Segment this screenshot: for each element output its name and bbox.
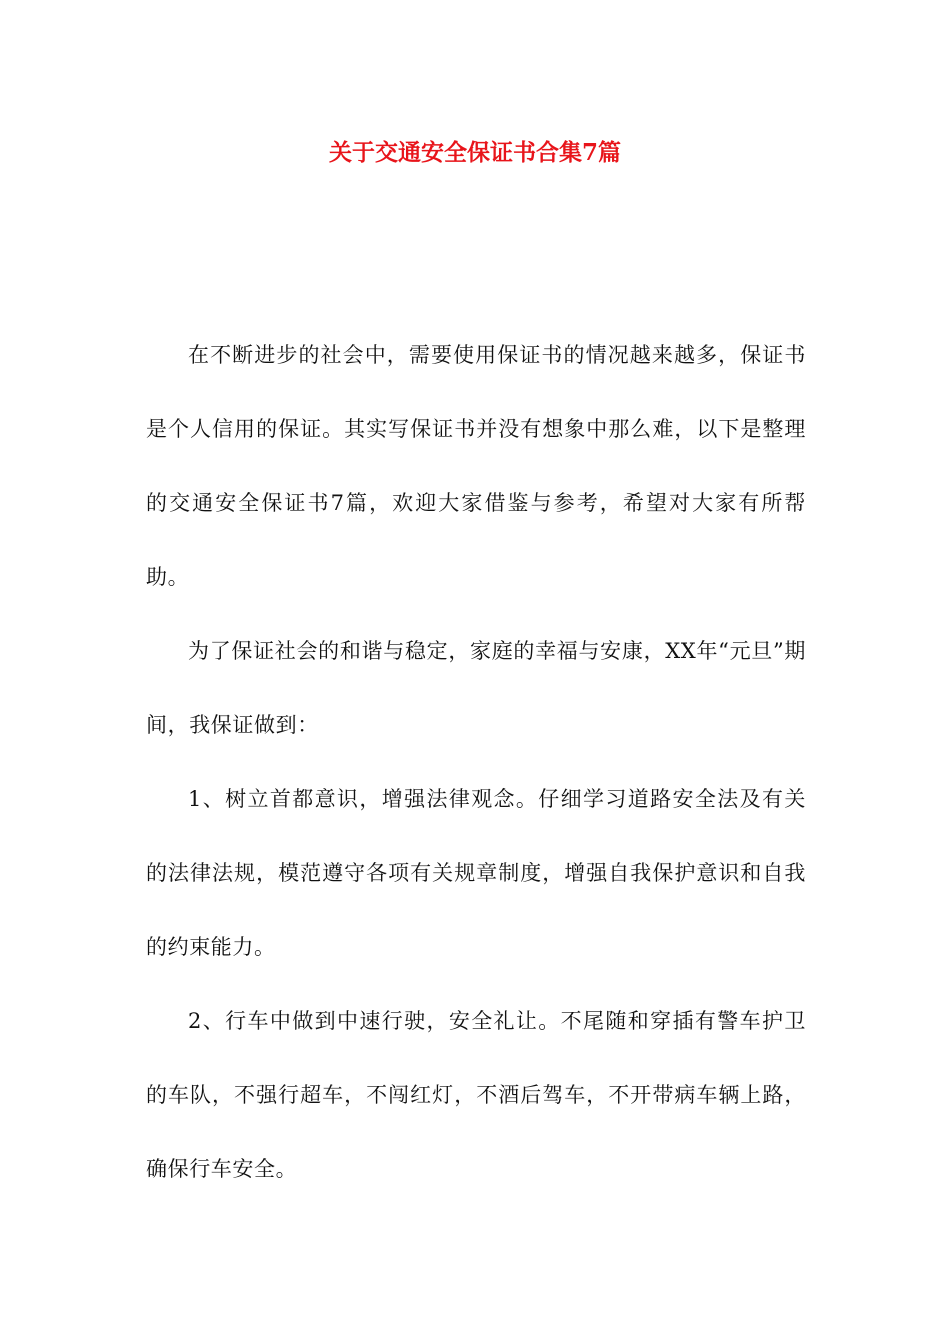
document-title: 关于交通安全保证书合集7篇 xyxy=(328,139,621,166)
paragraph-pledge-lead: 为了保证社会的和谐与稳定，家庭的幸福与安康，XX年“元旦”期间，我保证做到： xyxy=(146,639,806,737)
paragraph-item-2: 2、行车中做到中速行驶，安全礼让。不尾随和穿插有警车护卫的车队，不强行超车，不闯红灯，不酒后驾车，不开带病车辆上路，确保行车安全。 xyxy=(146,1009,806,1181)
document-body xyxy=(146,318,806,1206)
paragraph-intro: 在不断进步的社会中，需要使用保证书的情况越来越多，保证书是个人信用的保证。其实写保证书并没有想象中那么难，以下是整理的交通安全保证书7篇，欢迎大家借鉴与参考，希望对大家有所帮助。 xyxy=(146,343,806,589)
paragraph-item-1: 1、树立首都意识，增强法律观念。仔细学习道路安全法及有关的法律法规，模范遵守各项有关规章制度，增强自我保护意识和自我的约束能力。 xyxy=(146,787,806,959)
